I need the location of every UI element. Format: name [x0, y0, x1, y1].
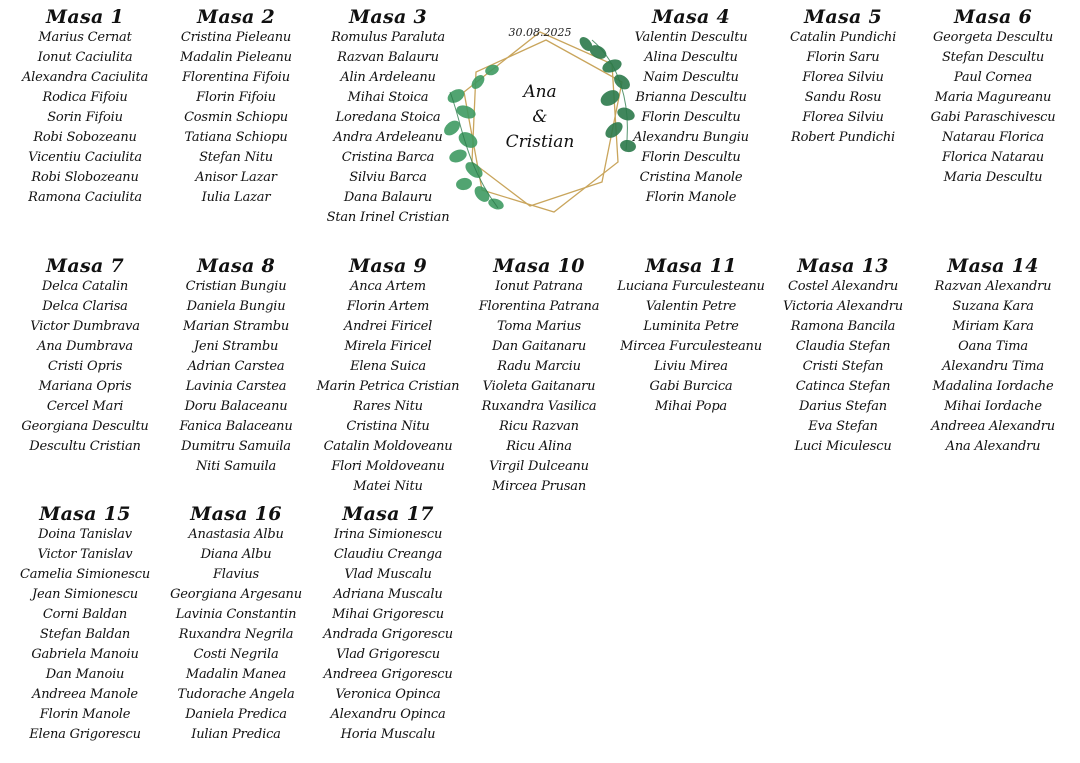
table-title: Masa 15 — [39, 503, 131, 525]
guest-name: Tudorache Angela — [177, 687, 295, 702]
guest-name: Luminita Petre — [643, 319, 739, 334]
guest-name: Ricu Razvan — [499, 419, 579, 434]
guest-name: Madalina Iordache — [932, 379, 1054, 394]
guest-name: Miriam Kara — [952, 319, 1034, 334]
guest-name: Mircea Furculesteanu — [620, 339, 762, 354]
guest-name: Delca Clarisa — [42, 299, 128, 314]
guest-list — [308, 277, 468, 497]
wedding-date: 30.08.2025 — [508, 26, 572, 39]
table-title: Masa 7 — [46, 255, 124, 277]
guest-name: Maria Magureanu — [934, 90, 1052, 105]
guest-name: Florentina Fifoiu — [182, 70, 290, 85]
guest-name: Alexandru Bungiu — [633, 130, 749, 145]
guest-name: Florin Manole — [39, 707, 131, 722]
guest-name: Stan Irinel Cristian — [326, 210, 450, 225]
guest-name: Florica Natarau — [942, 150, 1044, 165]
guest-name: Vlad Muscalu — [344, 567, 432, 582]
guest-name: Valentin Descultu — [634, 30, 748, 45]
guest-name: Florentina Patrana — [478, 299, 600, 314]
guest-name: Ruxandra Vasilica — [481, 399, 597, 414]
table-title: Masa 16 — [190, 503, 282, 525]
guest-name: Ricu Alina — [506, 439, 572, 454]
guest-name: Victoria Alexandru — [783, 299, 903, 314]
bride-name: Ana — [523, 82, 557, 102]
guest-name: Adriana Muscalu — [333, 587, 443, 602]
guest-name: Alexandra Caciulita — [21, 70, 149, 85]
guest-list — [10, 277, 160, 457]
guest-list — [308, 525, 468, 745]
guest-name: Alina Descultu — [644, 50, 738, 65]
guest-list — [161, 28, 311, 208]
table-6 — [918, 6, 1068, 188]
table-title: Masa 14 — [947, 255, 1039, 277]
guest-name: Stefan Descultu — [941, 50, 1045, 65]
guest-name: Catinca Stefan — [795, 379, 891, 394]
guest-list — [10, 28, 160, 208]
guest-name: Florin Fifoiu — [196, 90, 276, 105]
guest-name: Horia Muscalu — [340, 727, 436, 742]
guest-name: Paul Cornea — [953, 70, 1033, 85]
wedding-emblem — [442, 22, 638, 222]
guest-name: Gabriela Manoiu — [31, 647, 139, 662]
guest-name: Alexandru Opinca — [330, 707, 446, 722]
guest-name: Descultu Cristian — [29, 439, 141, 454]
guest-name: Florin Descultu — [641, 150, 741, 165]
table-title: Masa 9 — [349, 255, 427, 277]
guest-name: Iulian Predica — [191, 727, 281, 742]
guest-name: Tatiana Schiopu — [184, 130, 288, 145]
guest-name: Brianna Descultu — [635, 90, 747, 105]
guest-name: Razvan Balauru — [337, 50, 439, 65]
table-16 — [161, 503, 311, 745]
guest-name: Radu Marciu — [497, 359, 581, 374]
guest-name: Adrian Carstea — [187, 359, 285, 374]
guest-name: Robi Slobozeanu — [31, 170, 139, 185]
guest-name: Cristina Barca — [341, 150, 435, 165]
guest-name: Claudia Stefan — [795, 339, 891, 354]
table-15 — [10, 503, 160, 745]
guest-name: Ionut Caciulita — [37, 50, 133, 65]
guest-name: Victor Tanislav — [37, 547, 133, 562]
guest-name: Georgeta Descultu — [932, 30, 1054, 45]
couple-names — [482, 80, 598, 155]
guest-name: Florea Silviu — [802, 70, 884, 85]
guest-name: Suzana Kara — [952, 299, 1034, 314]
guest-name: Florea Silviu — [802, 110, 884, 125]
guest-name: Loredana Stoica — [335, 110, 441, 125]
guest-name: Maria Descultu — [943, 170, 1043, 185]
guest-name: Darius Stefan — [799, 399, 887, 414]
guest-name: Daniela Bungiu — [186, 299, 286, 314]
guest-name: Camelia Simionescu — [19, 567, 151, 582]
guest-name: Mihai Iordache — [944, 399, 1042, 414]
guest-name: Andra Ardeleanu — [333, 130, 443, 145]
guest-name: Dan Gaitanaru — [491, 339, 587, 354]
guest-list — [616, 28, 766, 208]
guest-name: Stefan Nitu — [199, 150, 273, 165]
guest-name: Vicentiu Caciulita — [28, 150, 142, 165]
guest-name: Cristi Opris — [47, 359, 123, 374]
guest-name: Alin Ardeleanu — [340, 70, 436, 85]
guest-name: Mircea Prusan — [491, 479, 587, 494]
guest-name: Iulia Lazar — [201, 190, 271, 205]
guest-list — [918, 277, 1068, 457]
table-2 — [161, 6, 311, 208]
guest-name: Mirela Firicel — [344, 339, 432, 354]
guest-name: Dan Manoiu — [45, 667, 125, 682]
guest-name: Lavinia Constantin — [175, 607, 297, 622]
guest-name: Valentin Petre — [645, 299, 737, 314]
guest-name: Niti Samuila — [195, 459, 277, 474]
guest-name: Mihai Popa — [654, 399, 727, 414]
guest-name: Cristian Bungiu — [185, 279, 287, 294]
guest-name: Florin Manole — [645, 190, 737, 205]
guest-list — [768, 28, 918, 148]
guest-name: Cristina Pieleanu — [180, 30, 292, 45]
guest-name: Victor Dumbrava — [30, 319, 140, 334]
guest-list — [918, 28, 1068, 188]
guest-name: Catalin Pundichi — [789, 30, 897, 45]
table-title: Masa 1 — [46, 6, 124, 28]
guest-name: Ana Alexandru — [945, 439, 1041, 454]
table-title: Masa 2 — [197, 6, 275, 28]
guest-name: Mariana Opris — [38, 379, 132, 394]
guest-name: Dumitru Samuila — [181, 439, 291, 454]
table-title: Masa 17 — [342, 503, 434, 525]
guest-list — [616, 277, 766, 417]
guest-name: Ruxandra Negrila — [178, 627, 294, 642]
guest-name: Andrei Firicel — [343, 319, 433, 334]
guest-name: Cristina Nitu — [346, 419, 430, 434]
guest-name: Diana Albu — [200, 547, 272, 562]
guest-name: Costi Negrila — [193, 647, 279, 662]
table-1 — [10, 6, 160, 208]
guest-name: Romulus Paraluta — [331, 30, 445, 45]
guest-name: Rodica Fifoiu — [42, 90, 128, 105]
guest-name: Georgiana Argesanu — [170, 587, 302, 602]
guest-name: Florin Descultu — [641, 110, 741, 125]
guest-name: Sorin Fifoiu — [47, 110, 123, 125]
guest-name: Rares Nitu — [353, 399, 423, 414]
guest-name: Luci Miculescu — [794, 439, 892, 454]
guest-name: Elena Suica — [350, 359, 426, 374]
guest-name: Marin Petrica Cristian — [316, 379, 460, 394]
guest-name: Gabi Paraschivescu — [930, 110, 1056, 125]
guest-name: Toma Marius — [497, 319, 581, 334]
guest-name: Natarau Florica — [942, 130, 1044, 145]
guest-name: Ionut Patrana — [495, 279, 583, 294]
guest-name: Gabi Burcica — [649, 379, 733, 394]
table-title: Masa 5 — [804, 6, 882, 28]
guest-name: Naim Descultu — [643, 70, 739, 85]
guest-name: Doru Balaceanu — [184, 399, 288, 414]
guest-name: Irina Simionescu — [333, 527, 443, 542]
guest-name: Anastasia Albu — [188, 527, 284, 542]
table-title: Masa 3 — [349, 6, 427, 28]
guest-name: Flori Moldoveanu — [331, 459, 445, 474]
guest-list — [768, 277, 918, 457]
guest-name: Mihai Stoica — [347, 90, 429, 105]
guest-name: Andreea Manole — [32, 687, 138, 702]
guest-name: Marius Cernat — [38, 30, 132, 45]
guest-name: Mihai Grigorescu — [332, 607, 444, 622]
guest-list — [464, 277, 614, 497]
table-11 — [616, 255, 766, 417]
guest-name: Cosmin Schiopu — [184, 110, 288, 125]
guest-name: Luciana Furculesteanu — [617, 279, 765, 294]
guest-name: Robert Pundichi — [791, 130, 895, 145]
guest-name: Dana Balauru — [343, 190, 433, 205]
guest-name: Florin Artem — [346, 299, 430, 314]
guest-name: Veronica Opinca — [335, 687, 441, 702]
guest-name: Anca Artem — [350, 279, 426, 294]
guest-name: Cristi Stefan — [802, 359, 884, 374]
guest-name: Madalin Manea — [185, 667, 287, 682]
guest-list — [10, 525, 160, 745]
guest-name: Lavinia Carstea — [185, 379, 287, 394]
guest-list — [161, 525, 311, 745]
guest-name: Madalin Pieleanu — [180, 50, 292, 65]
table-7 — [10, 255, 160, 457]
table-title: Masa 8 — [197, 255, 275, 277]
guest-name: Cercel Mari — [46, 399, 124, 414]
guest-name: Liviu Mirea — [654, 359, 728, 374]
table-14 — [918, 255, 1068, 457]
guest-name: Ramona Bancila — [790, 319, 896, 334]
guest-name: Ana Dumbrava — [37, 339, 133, 354]
guest-name: Virgil Dulceanu — [489, 459, 589, 474]
guest-name: Flavius — [212, 567, 260, 582]
guest-name: Daniela Predica — [185, 707, 287, 722]
table-13 — [768, 255, 918, 457]
table-9 — [308, 255, 468, 497]
guest-name: Elena Grigorescu — [29, 727, 141, 742]
guest-name: Violeta Gaitanaru — [482, 379, 596, 394]
guest-name: Stefan Baldan — [39, 627, 131, 642]
guest-name: Corni Baldan — [42, 607, 128, 622]
table-title: Masa 10 — [493, 255, 585, 277]
table-title: Masa 13 — [797, 255, 889, 277]
table-4 — [616, 6, 766, 208]
guest-name: Doina Tanislav — [38, 527, 132, 542]
guest-name: Andreea Alexandru — [931, 419, 1055, 434]
guest-name: Robi Sobozeanu — [33, 130, 137, 145]
guest-name: Fanica Balaceanu — [179, 419, 293, 434]
guest-name: Claudiu Creanga — [333, 547, 443, 562]
table-5 — [768, 6, 918, 148]
guest-name: Jeni Strambu — [193, 339, 279, 354]
groom-name: Cristian — [505, 132, 575, 152]
guest-name: Matei Nitu — [353, 479, 423, 494]
guest-name: Andrada Grigorescu — [323, 627, 453, 642]
guest-name: Cristina Manole — [639, 170, 743, 185]
table-8 — [161, 255, 311, 477]
guest-name: Alexandru Tima — [942, 359, 1044, 374]
guest-name: Vlad Grigorescu — [336, 647, 440, 662]
guest-name: Silviu Barca — [349, 170, 427, 185]
guest-name: Eva Stefan — [808, 419, 878, 434]
ampersand: & — [532, 107, 548, 127]
guest-name: Ramona Caciulita — [28, 190, 142, 205]
guest-name: Costel Alexandru — [787, 279, 899, 294]
guest-name: Delca Catalin — [41, 279, 129, 294]
guest-name: Sandu Rosu — [804, 90, 882, 105]
table-title: Masa 11 — [645, 255, 737, 277]
guest-name: Jean Simionescu — [32, 587, 138, 602]
guest-name: Florin Saru — [806, 50, 880, 65]
guest-name: Georgiana Descultu — [21, 419, 149, 434]
table-17 — [308, 503, 468, 745]
guest-name: Razvan Alexandru — [934, 279, 1052, 294]
guest-name: Andreea Grigorescu — [323, 667, 453, 682]
table-10 — [464, 255, 614, 497]
guest-list — [161, 277, 311, 477]
guest-name: Catalin Moldoveanu — [323, 439, 453, 454]
table-title: Masa 6 — [954, 6, 1032, 28]
table-title: Masa 4 — [652, 6, 730, 28]
guest-name: Anisor Lazar — [195, 170, 277, 185]
guest-name: Oana Tima — [958, 339, 1028, 354]
guest-name: Marian Strambu — [182, 319, 289, 334]
